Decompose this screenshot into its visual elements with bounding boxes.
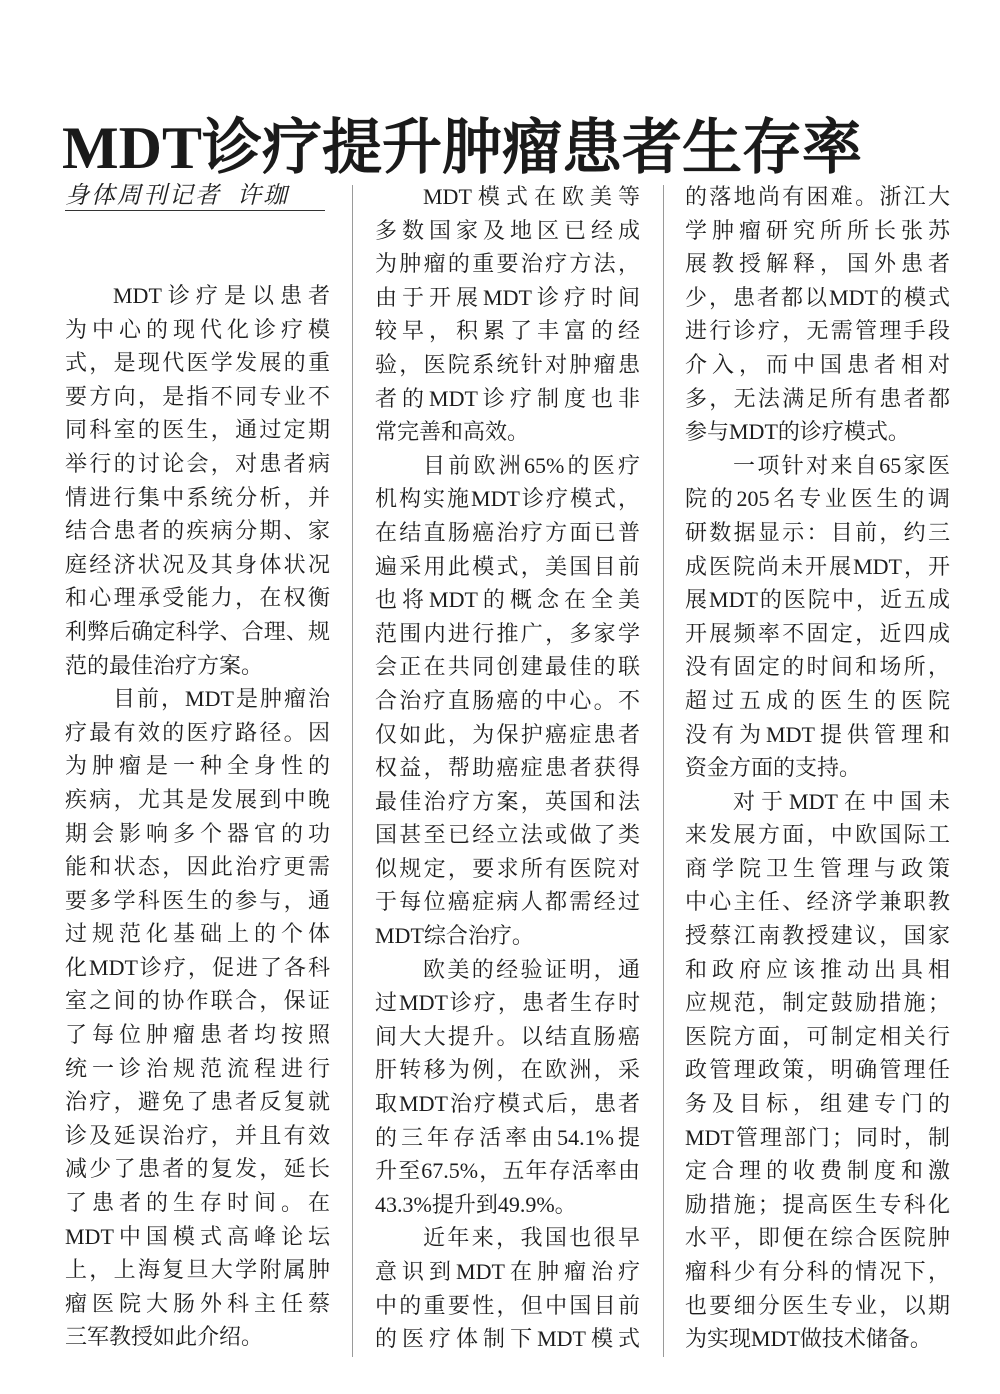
column-divider [663,185,664,1357]
text-line: 中心主任、经济学兼职教 [685,889,950,915]
text-line: 过MDT诊疗，患者生存时 [375,990,640,1016]
paragraph [685,180,950,449]
text-line: 要方向，是指不同专业不 [65,383,330,409]
text-line: 43.3%提升到49.9%。 [375,1191,577,1217]
paragraph [685,449,950,785]
text-line: 式，是现代医学发展的重 [65,350,330,376]
text-line: 国甚至已经立法或做了类 [375,822,640,848]
text-line: 机构实施MDT诊疗模式， [375,486,640,512]
text-line: 成医院尚未开展MDT，开 [685,553,950,579]
paragraph [375,180,640,449]
text-line: 肝转移为例，在欧洲，采 [375,1057,640,1083]
text-line: 来发展方面，中欧国际工 [685,822,950,848]
text-line: 多，无法满足所有患者都 [685,385,950,411]
text-line: 者的MDT诊疗制度也非 [375,385,640,411]
column-1 [65,279,330,1354]
text-line: 室之间的协作联合，保证 [65,988,330,1014]
text-line: 三军教授如此介绍。 [65,1324,264,1350]
text-line: 间大大提升。以结直肠癌 [375,1023,640,1049]
text-line: MDT管理部门；同时，制 [685,1124,950,1150]
paragraph [375,449,640,953]
text-line: 参与MDT的诊疗模式。 [685,419,910,445]
text-line: 务及目标，组建专门的 [685,1091,950,1117]
text-line: 应规范，制定鼓励措施； [685,990,950,1016]
text-line: 疗最有效的医疗路径。因 [65,719,330,745]
text-line: 疾病，尤其是发展到中晚 [65,786,330,812]
text-line: 于每位癌症病人都需经过 [375,889,640,915]
text-line: 对于MDT在中国未 [733,788,950,814]
text-line: 利弊后确定科学、合理、规 [65,618,330,644]
text-line: 合治疗直肠癌的中心。不 [375,687,640,713]
text-line: 也将MDT的概念在全美 [375,587,640,613]
text-line: 能和状态，因此治疗更需 [65,854,330,880]
text-line: 的落地尚有困难。浙江大 [685,184,950,209]
text-line: 举行的讨论会，对患者病 [65,450,330,476]
text-line: MDT中国模式高峰论坛 [65,1223,330,1249]
text-line: 过规范化基础上的个体 [65,921,330,947]
text-line: 情进行集中系统分析，并 [65,484,330,510]
text-line: 上，上海复旦大学附属肿 [65,1257,330,1283]
text-line: 研数据显示：目前，约三 [685,519,950,545]
text-line: 最佳治疗方案，英国和法 [375,788,640,814]
text-line: 诊及延误治疗，并且有效 [65,1122,330,1148]
text-line: 瘤科少有分科的情况下， [685,1259,950,1284]
text-line: 治疗，避免了患者反复就 [65,1089,330,1115]
text-line: 近年来，我国也很早 [423,1225,640,1251]
text-line: 升至67.5%，五年存活率由 [375,1158,640,1184]
text-line: 院的205名专业医生的调 [685,486,950,512]
text-line: 为中心的现代化诊疗模 [65,316,330,342]
text-line: 励措施；提高医生专科化 [685,1191,950,1217]
text-line: 资金方面的支持。 [685,755,862,781]
text-line: 授蔡江南教授建议，国家 [685,923,950,949]
text-line: 期会影响多个器官的功 [65,820,330,846]
text-line: 由于开展MDT诊疗时间 [375,284,640,310]
text-line: 介入，而中国患者相对 [685,351,950,377]
text-line: 的医疗体制下MDT模式 [375,1326,640,1352]
text-line: 也要细分医生专业，以期 [685,1292,950,1318]
text-line: 和政府应该推动出具相 [685,956,950,982]
text-line: 庭经济状况及其身体状况 [65,551,330,577]
text-line: 似规定，要求所有医院对 [375,855,640,881]
text-line: 展教授解释，国外患者 [685,251,950,277]
text-line: 取MDT治疗模式后，患者 [375,1091,640,1117]
text-line: 验，医院系统针对肿瘤患 [375,351,640,377]
byline: 身体周刊记者 许珈 [65,182,325,211]
text-line: 学肿瘤研究所所长张苏 [685,217,950,243]
text-line: 政管理政策，明确管理任 [685,1057,950,1083]
text-line: MDT诊疗是以患者 [113,283,330,308]
text-line: 目前，MDT是肿瘤治 [113,686,330,712]
column-divider [352,185,353,1357]
text-line: 超过五成的医生的医院 [685,687,950,713]
text-line: 化MDT诊疗，促进了各科 [65,954,330,980]
text-line: 范的最佳治疗方案。 [65,652,264,678]
text-line: 减少了患者的复发，延长 [65,1156,330,1182]
text-line: 为肿瘤是一种全身性的 [65,753,330,779]
text-line: 较早，积累了丰富的经 [375,318,640,344]
paragraph [65,682,330,1354]
text-line: 会正在共同创建最佳的联 [375,654,640,680]
text-line: 一项针对来自65家医 [733,452,950,478]
paragraph [685,785,950,1356]
text-line: 医院方面，可制定相关行 [685,1023,950,1049]
text-line: 了患者的生存时间。在 [65,1190,330,1216]
text-line: 和心理承受能力，在权衡 [65,585,330,611]
text-line: 仅如此，为保护癌症患者 [375,721,640,747]
text-line: MDT综合治疗。 [375,923,534,949]
text-line: 权益，帮助癌症患者获得 [375,755,640,781]
text-line: 意识到MDT在肿瘤治疗 [375,1259,640,1284]
text-line: 中的重要性，但中国目前 [375,1292,640,1318]
text-line: 瘤医院大肠外科主任蔡 [65,1290,330,1316]
text-line: 目前欧洲65%的医疗 [423,452,640,478]
paragraph [375,953,640,1222]
text-line: 同科室的医生，通过定期 [65,417,330,443]
text-line: 结合患者的疾病分期、家 [65,518,330,544]
text-line: 了每位肿瘤患者均按照 [65,1022,330,1048]
column-2 [375,180,640,1356]
text-line: 开展频率不固定，近四成 [685,620,950,646]
text-line: 统一诊治规范流程进行 [65,1055,330,1081]
text-line: 在结直肠癌治疗方面已普 [375,519,640,545]
text-line: 常完善和高效。 [375,419,530,445]
paragraph [375,1221,640,1355]
column-3 [685,180,950,1356]
text-line: 进行诊疗，无需管理手段 [685,318,950,344]
text-line: 没有为MDT提供管理和 [685,721,950,747]
text-line: MDT模式在欧美等 [423,184,640,209]
text-line: 商学院卫生管理与政策 [685,855,950,881]
text-line: 为肿瘤的重要治疗方法， [375,251,640,277]
text-line: 水平，即便在综合医院肿 [685,1225,950,1251]
text-line: 定合理的收费制度和激 [685,1158,950,1184]
text-line: 欧美的经验证明，通 [423,956,640,982]
paragraph [65,279,330,682]
text-line: 少，患者都以MDT的模式 [685,284,950,310]
text-line: 的三年存活率由54.1%提 [375,1124,640,1150]
text-line: 范围内进行推广，多家学 [375,620,640,646]
text-line: 为实现MDT做技术储备。 [685,1326,932,1352]
text-line: 展MDT的医院中，近五成 [685,587,950,613]
text-line: 遍采用此模式，美国目前 [375,553,640,579]
text-line: 没有固定的时间和场所， [685,654,950,680]
text-line: 多数国家及地区已经成 [375,217,640,243]
text-line: 要多学科医生的参与，通 [65,887,330,913]
article-title: MDT诊疗提升肿瘤患者生存率 [62,115,862,182]
